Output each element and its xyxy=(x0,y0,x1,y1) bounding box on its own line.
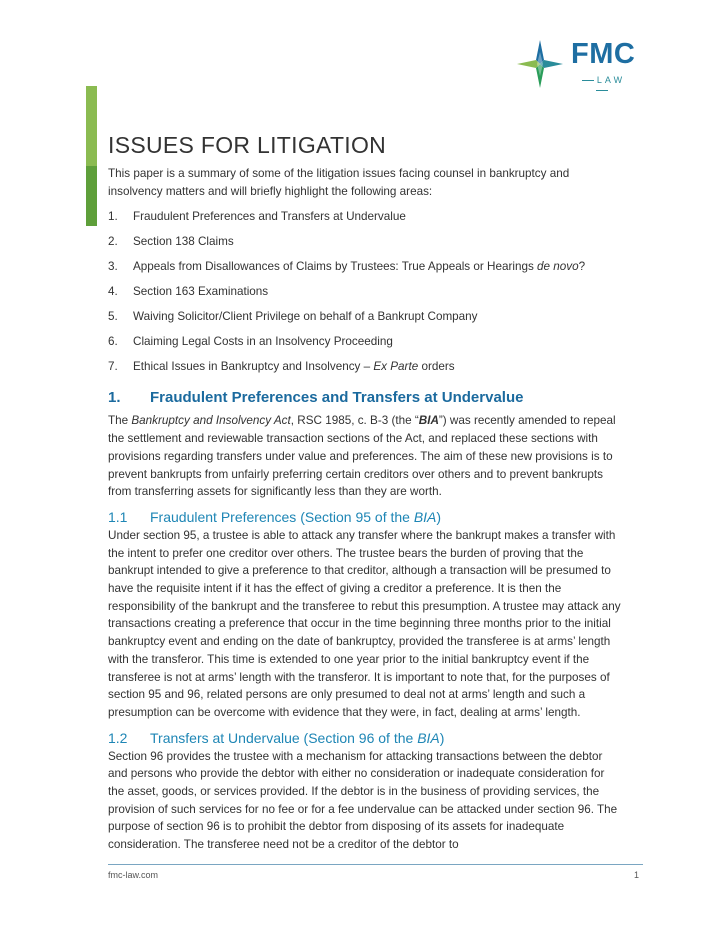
list-text-emphasis: de novo xyxy=(537,260,579,274)
text-part: ”) was recently amended to repeal the settlement and reviewable transaction sections of the Act, and replaced these sections with provisions regarding transfers under value and preferences. The aim of these new provisions is to prevent bankrupts from unfairly preferring certain creditors over others and to prevent bankrupts from transferring assets for significantly less than they are worth. xyxy=(108,414,616,499)
section-paragraph xyxy=(108,412,623,501)
list-item xyxy=(108,258,623,275)
list-item xyxy=(108,233,623,250)
list-item xyxy=(108,333,623,350)
subsection-heading xyxy=(108,509,623,525)
list-text-part: Ethical Issues in Bankruptcy and Insolvency – xyxy=(133,360,374,374)
list-number: 5. xyxy=(108,310,118,324)
intro-paragraph: This paper is a summary of some of the litigation issues facing counsel in bankruptcy and insolvency matters and will briefly highlight the following areas: xyxy=(108,167,570,198)
act-abbreviation: BIA xyxy=(413,508,437,525)
list-text-part: Appeals from Disallowances of Claims by Trustees: True Appeals or Hearings xyxy=(133,260,538,274)
subsection-title xyxy=(150,509,441,525)
text-part: ) xyxy=(439,729,445,746)
compass-star-icon xyxy=(515,38,565,90)
subsection-heading xyxy=(108,730,623,746)
act-abbreviation: BIA xyxy=(417,729,440,746)
subsection-paragraph: Section 96 provides the trustee with a mechanism for attacking transactions between the debtor and persons who provide the debtor with either no consideration or inadequate consideration for the asset, goods, or services provided. If the debtor is in the business of providing services, the provision of such services for no fee or for a fee undervalue can be attacked under section 96. The purpose of section 96 is to prohibit the debtor from disposing of its assets for inadequate consideration. The transferee need not be a creditor of the debtor to xyxy=(108,749,618,852)
section-number: 1. xyxy=(108,389,121,407)
list-number: 2. xyxy=(108,235,118,249)
list-text xyxy=(133,258,585,275)
list-text: Section 138 Claims xyxy=(133,235,234,249)
list-text: Waiving Solicitor/Client Privilege on behalf of a Bankrupt Company xyxy=(133,310,478,324)
page-title: ISSUES FOR LITIGATION xyxy=(108,132,387,158)
list-number: 6. xyxy=(108,335,118,349)
footer-website: fmc-law.com xyxy=(108,870,159,880)
list-item xyxy=(108,208,623,225)
list-item xyxy=(108,358,623,375)
list-item xyxy=(108,308,623,325)
page-number: 1 xyxy=(634,870,640,880)
act-abbreviation: BIA xyxy=(418,414,439,428)
text-part: , RSC 1985, c. B-3 (the “ xyxy=(290,414,419,428)
logo-subtitle: LAW xyxy=(571,75,633,95)
subsection-title xyxy=(150,730,444,746)
text-part: Transfers at Undervalue (Section 96 of the xyxy=(150,729,418,746)
subsection-number: 1.1 xyxy=(108,508,128,525)
fmc-law-logo xyxy=(515,38,635,90)
logo-wordmark: FMC xyxy=(571,38,636,70)
decorative-sidebar-bar xyxy=(86,86,97,226)
section-heading xyxy=(108,389,623,406)
document-body xyxy=(108,132,623,862)
list-text-emphasis: Ex Parte xyxy=(373,360,419,374)
list-number: 7. xyxy=(108,360,118,374)
list-number: 3. xyxy=(108,260,118,274)
act-name: Bankruptcy and Insolvency Act xyxy=(131,414,291,428)
text-part: ) xyxy=(436,508,442,525)
list-item xyxy=(108,283,623,300)
list-text-part: ? xyxy=(578,260,586,274)
list-text-part: orders xyxy=(418,360,455,374)
footer-divider xyxy=(108,864,643,865)
text-part: Fraudulent Preferences (Section 95 of the xyxy=(150,508,414,525)
subsection-number: 1.2 xyxy=(108,729,128,746)
list-text xyxy=(133,358,455,375)
list-number: 1. xyxy=(108,210,118,224)
list-text: Fraudulent Preferences and Transfers at Undervalue xyxy=(133,210,406,224)
section-title: Fraudulent Preferences and Transfers at Undervalue xyxy=(150,389,524,407)
subsection-paragraph: Under section 95, a trustee is able to attack any transfer where the bankrupt makes a transfer with the intent to prefer one creditor over others. The trustee bears the burden of proving that the bankrupt intended to give a preference to that creditor, although a transaction will be presumed to have the requisite intent if it has the effect of giving a creditor a preference. It is then the responsibility of the bankrupt and the transferee to rebut this presumption. A trustee may attack any transactions creating a preference that occur in the time beginning three months prior to the initial bankruptcy event and ending on the date of bankruptcy, provided the transferee is at arms’ length with the transferor. This time is extended to one year prior to the initial bankruptcy event if the transferee is not at arms’ length with the transferor. It is important to note that, for the purposes of section 95 and 96, related persons are only presumed to deal not at arms’ length and such a presumption can be overcome with evidence that they were, in fact, dealing at arms’ length. xyxy=(108,528,621,719)
list-text: Section 163 Examinations xyxy=(133,285,269,299)
text-part: The xyxy=(108,414,132,428)
list-text: Claiming Legal Costs in an Insolvency Proceeding xyxy=(133,335,393,349)
topic-list xyxy=(108,208,623,375)
list-number: 4. xyxy=(108,285,118,299)
